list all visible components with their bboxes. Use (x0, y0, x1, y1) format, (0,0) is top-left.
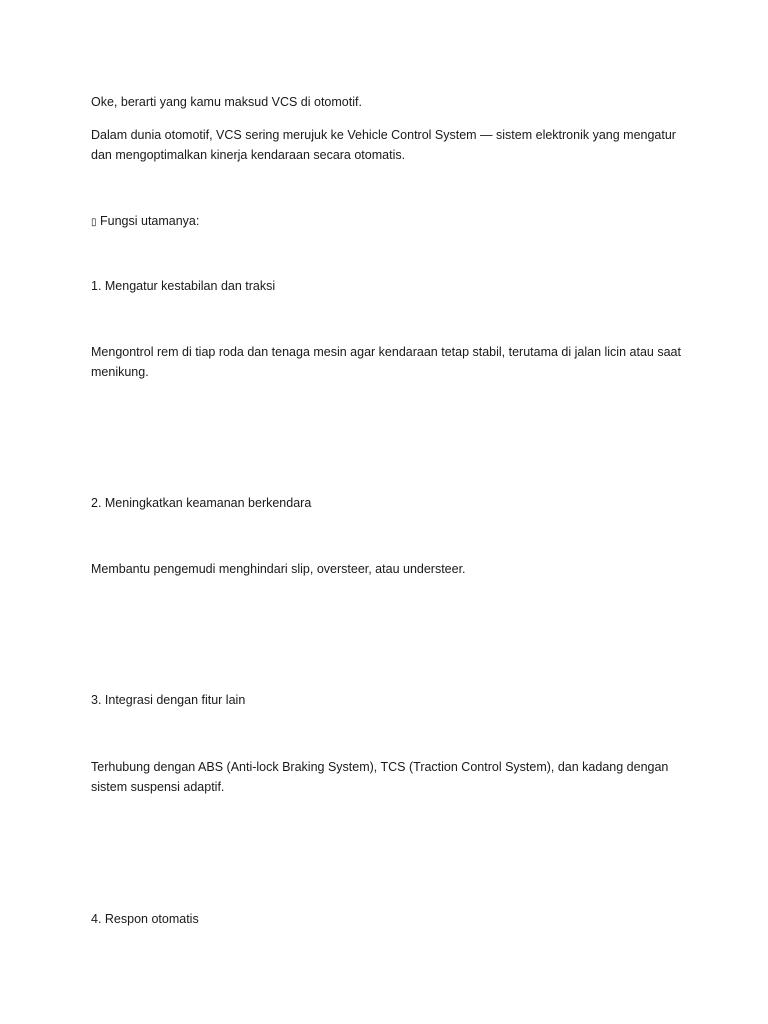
point-2-body: Membantu pengemudi menghindari slip, oversteer, atau understeer. (91, 562, 466, 576)
point-2-heading: 2. Meningkatkan keamanan berkendara (91, 496, 312, 510)
point-1-body: Mengontrol rem di tiap roda dan tenaga mesin agar kendaraan tetap stabil, terutama di jalan licin atau saat menikung. (91, 345, 681, 379)
intro-paragraph: Oke, berarti yang kamu maksud VCS di otomotif. (91, 95, 362, 109)
point-4-heading: 4. Respon otomatis (91, 912, 199, 926)
point-1-heading: 1. Mengatur kestabilan dan traksi (91, 279, 276, 293)
missing-glyph-icon: ▯ (91, 217, 97, 228)
definition-paragraph: Dalam dunia otomotif, VCS sering merujuk ke Vehicle Control System — sistem elektronik yang mengatur dan mengoptimalkan kinerja kendaraan secara otomatis. (91, 128, 676, 162)
point-3-heading: 3. Integrasi dengan fitur lain (91, 693, 246, 707)
point-3-body: Terhubung dengan ABS (Anti-lock Braking System), TCS (Traction Control System), dan kadang dengan sistem suspensi adaptif. (91, 760, 669, 794)
functions-heading-text: Fungsi utamanya: (100, 214, 200, 228)
functions-heading (91, 211, 681, 233)
